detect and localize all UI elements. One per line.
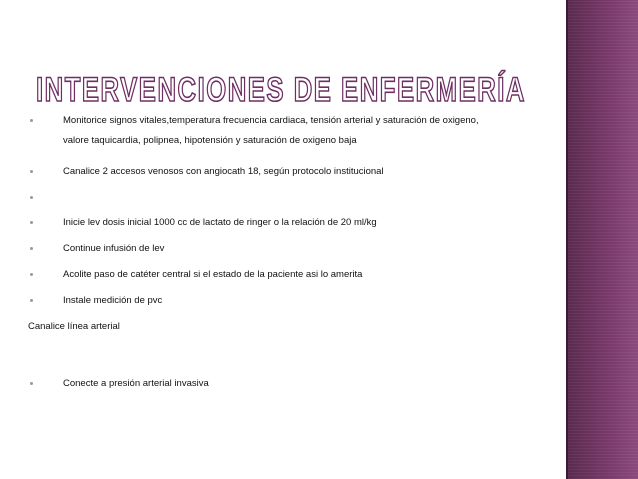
text-canalice-linea-arterial: Canalice línea arterial [28,321,120,332]
bullet-dot [30,299,33,302]
bullet-dot [30,273,33,276]
bullet-item-pvc: Instale medición de pvc [63,295,163,306]
bullet-item-lev-dosis: Inicie lev dosis inicial 1000 cc de lactato de ringer o la relación de 20 ml/kg [63,217,377,228]
bullet-item-canalice-accesos: Canalice 2 accesos venosos con angiocath 18, según protocolo institucional [63,166,384,177]
bullet-dot [30,196,33,199]
bullet-dot [30,170,33,173]
bullet-dot [30,247,33,250]
decorative-sidebar [568,0,638,479]
bullet-dot [30,382,33,385]
bullet-dot [30,221,33,224]
bullet-item-monitor: Monitorice signos vitales,temperatura frecuencia cardiaca, tensión arterial y saturación de oxigeno, [63,115,479,126]
bullet-item-monitor-continued: valore taquicardia, polipnea, hipotensión y saturación de oxigeno baja [63,135,357,146]
bullet-item-continue-infusion: Continue infusión de lev [63,243,165,254]
bullet-item-cateter-central: Acolite paso de catéter central si el estado de la paciente asi lo amerita [63,269,363,280]
title-text: INTERVENCIONES DE ENFERMERÍA [36,71,526,109]
bullet-dot [30,119,33,122]
bullet-item-presion-invasiva: Conecte a presión arterial invasiva [63,378,209,389]
